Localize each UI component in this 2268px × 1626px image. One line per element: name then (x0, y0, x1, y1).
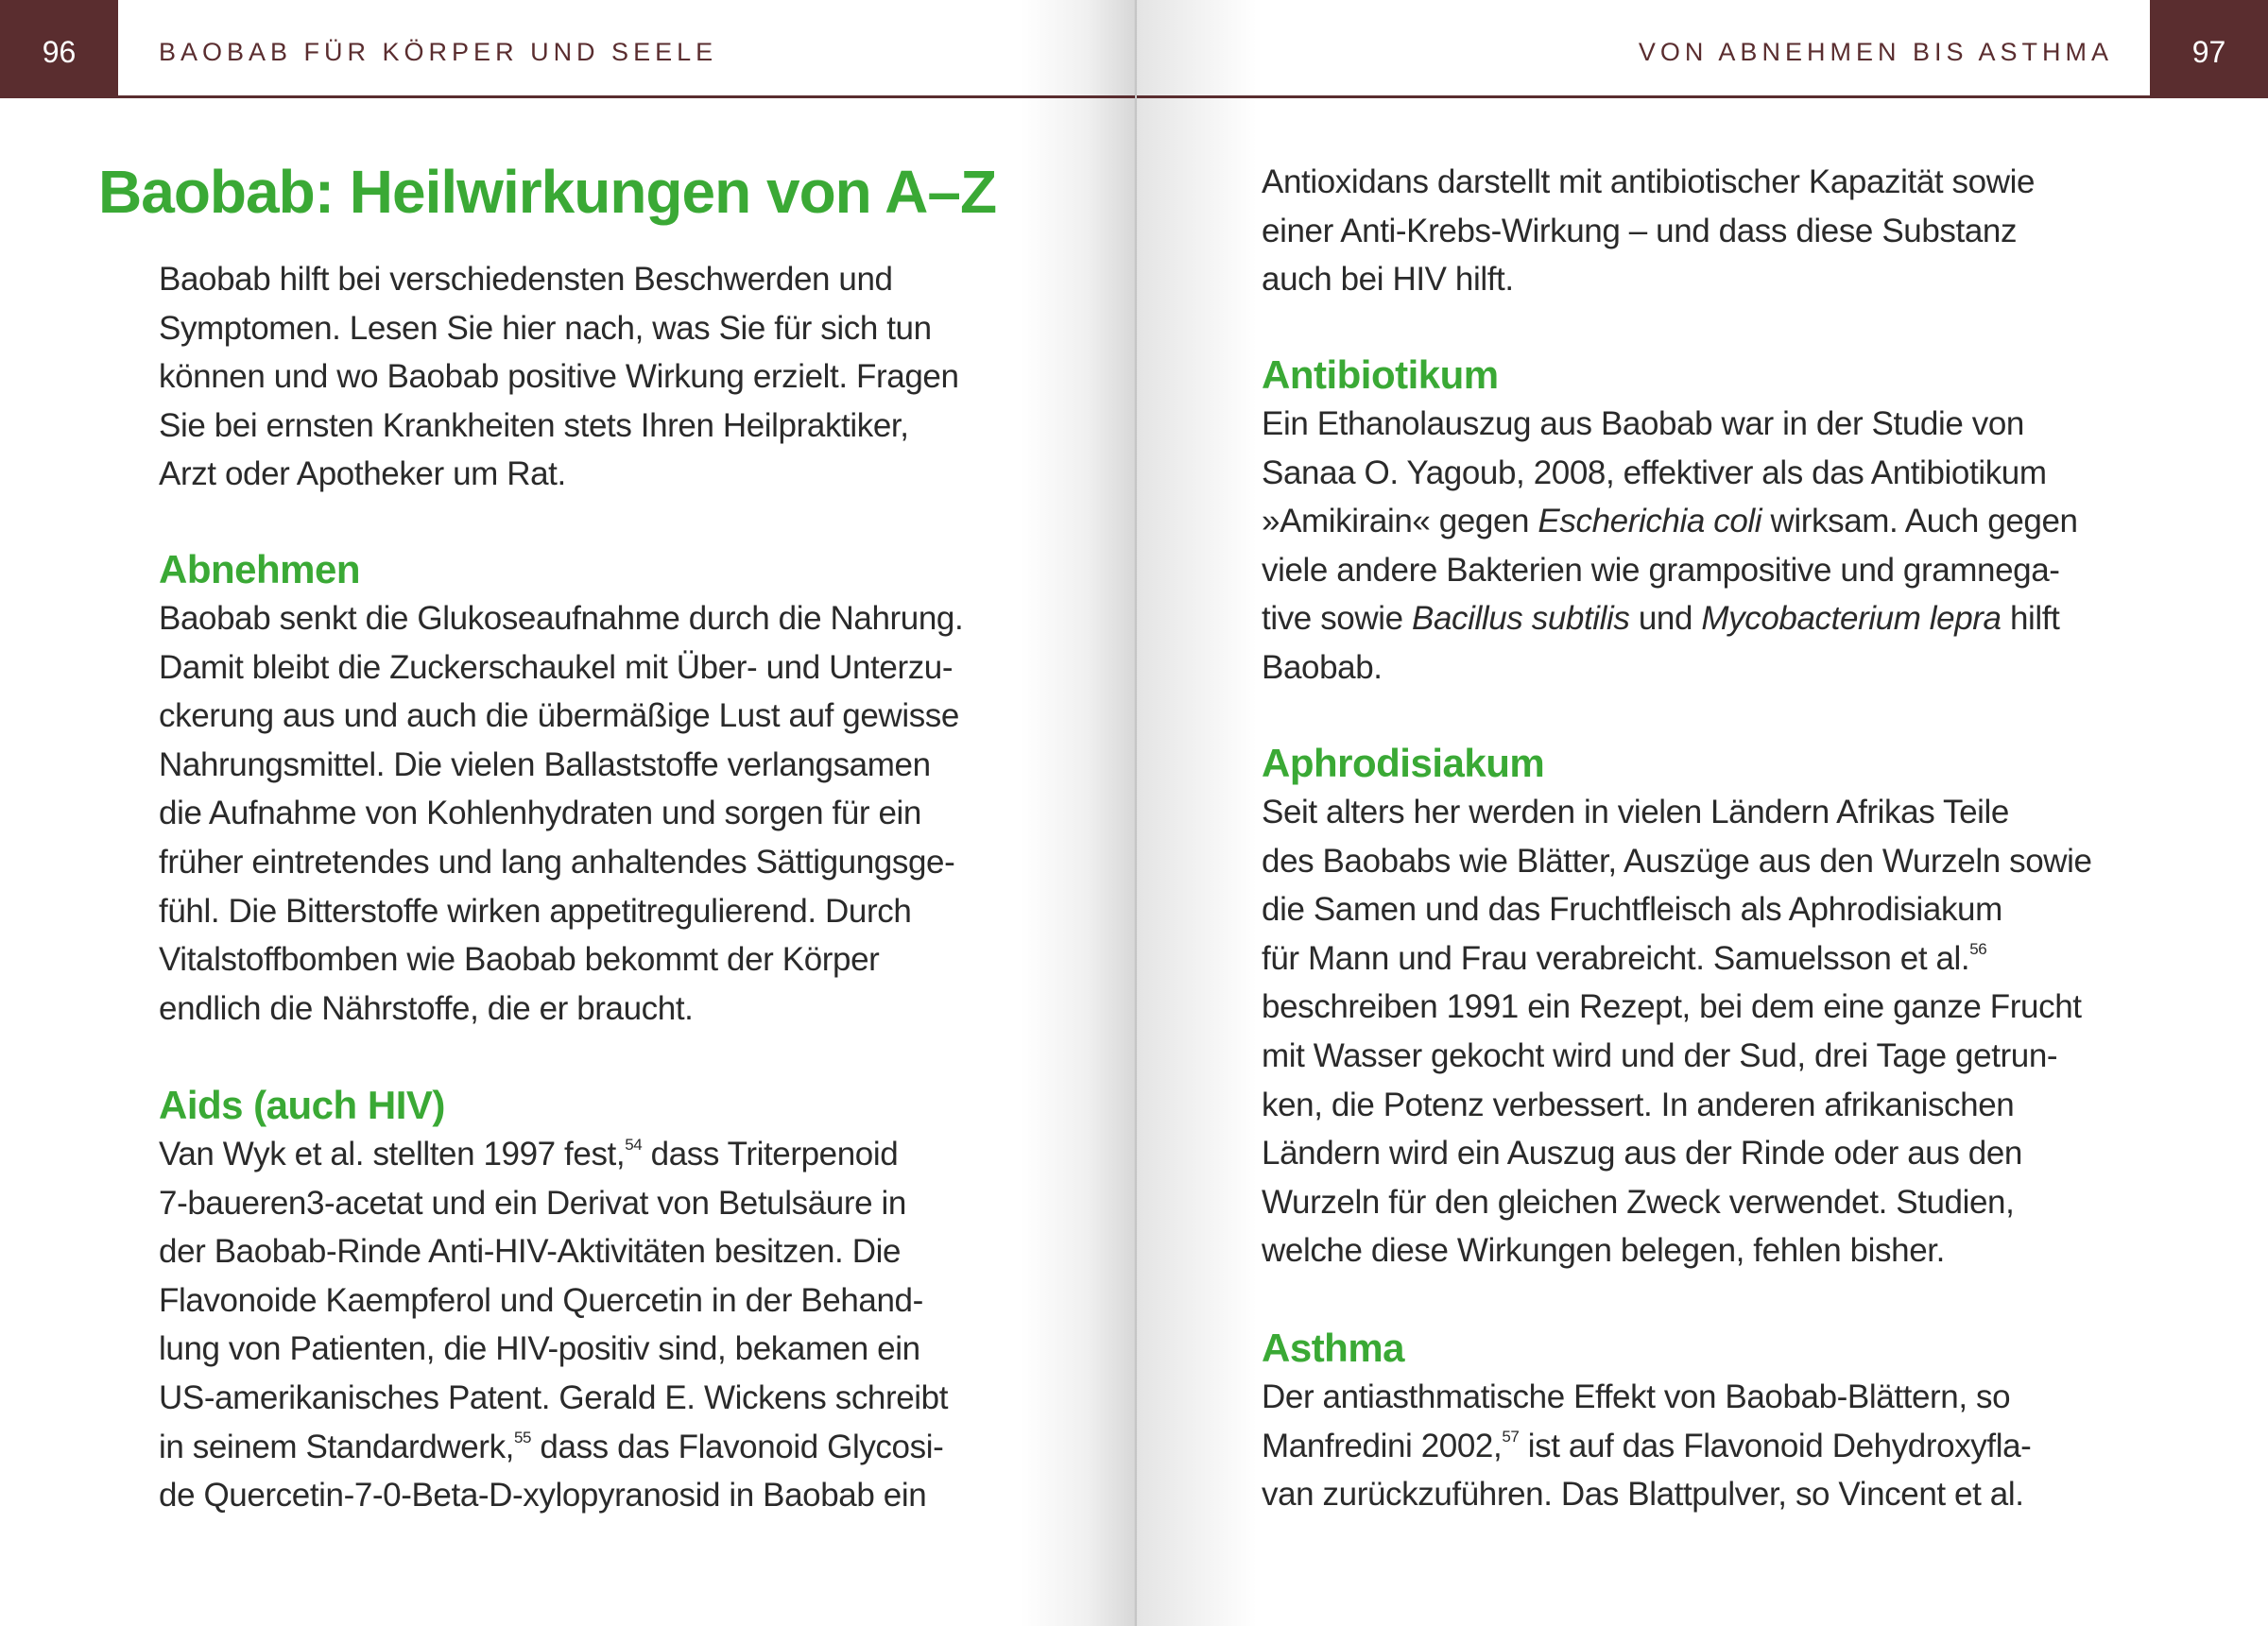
text-run: für Mann und Frau verabreicht. Samuelsson et al. (1262, 939, 1970, 977)
text-line: Sie bei ernsten Krankheiten stets Ihren Heilpraktiker, (159, 406, 909, 444)
text-line: Wurzeln für den gleichen Zweck verwendet. Studien, (1262, 1183, 2015, 1221)
text-run: tive sowie (1262, 600, 1412, 638)
text-line: ken, die Potenz verbessert. In anderen afrikanischen (1262, 1086, 2015, 1123)
text-line: Baobab. (1262, 648, 1383, 686)
page-number-left: 96 (0, 0, 118, 98)
section-heading: Aphrodisiakum (1262, 741, 1545, 785)
running-head-left: BAOBAB FÜR KÖRPER UND SEELE (159, 38, 718, 66)
text-run: ist auf das Flavonoid Dehydroxyfla- (1519, 1427, 2032, 1464)
page-number-right: 97 (2150, 0, 2268, 98)
text-run: und (1629, 600, 1702, 638)
section-abnehmen (159, 545, 963, 1033)
section-aids (159, 1081, 948, 1520)
text-run: Manfredini 2002, (1262, 1427, 1503, 1464)
italic-term: Mycobacterium lepra (1701, 600, 2002, 638)
text-line: welche diese Wirkungen belegen, fehlen bisher. (1262, 1232, 1945, 1270)
text-line: mit Wasser gekocht wird und der Sud, drei Tage getrun- (1262, 1036, 2058, 1074)
text-line (159, 1423, 948, 1472)
footnote-ref: 57 (1502, 1427, 1520, 1446)
header-rule (118, 95, 1134, 98)
text-line: Baobab hilft bei verschiedensten Beschwerden und (159, 261, 893, 298)
text-line: Symptomen. Lesen Sie hier nach, was Sie für sich tun (159, 309, 932, 347)
text-line: 7-baueren3-acetat und ein Derivat von Betulsäure in (159, 1184, 906, 1222)
text-line: die Samen und das Fruchtfleisch als Aphrodisiakum (1262, 891, 2002, 929)
text-line (1262, 594, 2078, 643)
text-line (1262, 1422, 2031, 1471)
running-head-right: VON ABNEHMEN BIS ASTHMA (1638, 38, 2113, 66)
text-line: die Aufnahme von Kohlenhydraten und sorgen für ein (159, 795, 921, 832)
text-line: auch bei HIV hilft. (1262, 261, 1514, 299)
text-line: lung von Patienten, die HIV-positiv sind, bekamen ein (159, 1330, 920, 1368)
text-run: Van Wyk et al. stellten 1997 fest, (159, 1136, 626, 1172)
text-line: können und wo Baobab positive Wirkung erzielt. Fragen (159, 358, 959, 396)
text-line: de Quercetin-7-0-Beta-D-xylopyranosid in Baobab ein (159, 1477, 927, 1515)
footnote-ref: 55 (514, 1428, 532, 1446)
text-line: beschreiben 1991 ein Rezept, bei dem eine ganze Frucht (1262, 988, 2082, 1026)
text-run: hilft (2001, 600, 2060, 638)
text-line: fühl. Die Bitterstoffe wirken appetitregulierend. Durch (159, 892, 912, 930)
text-run: wirksam. Auch gegen (1761, 503, 2078, 540)
text-run: dass das Flavonoid Glycosi- (531, 1428, 944, 1465)
footnote-ref: 54 (625, 1136, 643, 1154)
text-line (159, 1130, 948, 1179)
text-line: Arzt oder Apotheker um Rat. (159, 455, 566, 493)
text-line: endlich die Nährstoffe, die er braucht. (159, 989, 694, 1027)
text-line: US-amerikanisches Patent. Gerald E. Wickens schreibt (159, 1378, 949, 1416)
text-line: Antioxidans darstellt mit antibiotischer Kapazität sowie (1262, 163, 2036, 200)
section-heading: Abnehmen (159, 547, 361, 591)
text-line: Ländern wird ein Auszug aus der Rinde oder aus den (1262, 1135, 2022, 1172)
section-antibiotikum (1262, 351, 2078, 693)
continuation-paragraph (1262, 158, 2035, 304)
text-run: »Amikirain« gegen (1262, 503, 1538, 540)
section-heading: Antibiotikum (1262, 352, 1499, 397)
text-run: dass Triterpenoid (642, 1136, 899, 1172)
italic-term: Escherichia coli (1538, 503, 1762, 540)
text-line: Vitalstoffbomben wie Baobab bekommt der Körper (159, 941, 880, 979)
text-line: Ein Ethanolauszug aus Baobab war in der Studie von (1262, 405, 2024, 442)
section-aphrodisiakum (1262, 739, 2092, 1275)
text-line: ckerung aus und auch die übermäßige Lust auf gewisse (159, 697, 959, 735)
text-line: Baobab senkt die Glukoseaufnahme durch die Nahrung. (159, 600, 964, 637)
text-line: Sanaa O. Yagoub, 2008, effektiver als das Antibiotikum (1262, 454, 2047, 491)
page-title: Baobab: Heilwirkungen von A–Z (98, 158, 997, 226)
text-line: früher eintretendes und lang anhaltendes Sättigungsge- (159, 843, 955, 881)
section-asthma (1262, 1324, 2031, 1519)
text-line: viele andere Bakterien wie grampositive und gramnega- (1262, 551, 2060, 589)
text-line (1262, 934, 2092, 984)
text-line: Damit bleibt die Zuckerschaukel mit Über- und Unterzu- (159, 648, 954, 686)
text-line: der Baobab-Rinde Anti-HIV-Aktivitäten besitzen. Die (159, 1233, 902, 1271)
text-line: Flavonoide Kaempferol und Quercetin in der Behand- (159, 1281, 923, 1319)
header-rule (1134, 95, 2150, 98)
text-line: Seit alters her werden in vielen Ländern Afrikas Teile (1262, 794, 2009, 830)
text-run: in seinem Standardwerk, (159, 1428, 514, 1465)
footnote-ref: 56 (1969, 939, 1987, 958)
text-line: van zurückzuführen. Das Blattpulver, so Vincent et al. (1262, 1476, 2024, 1514)
section-heading: Aids (auch HIV) (159, 1083, 445, 1127)
text-line: einer Anti-Krebs-Wirkung – und dass diese Substanz (1262, 212, 2018, 249)
section-heading: Asthma (1262, 1326, 1405, 1370)
book-gutter (1135, 0, 1137, 1626)
text-line: Der antiasthmatische Effekt von Baobab-Blättern, so (1262, 1378, 2011, 1415)
intro-paragraph (159, 255, 959, 499)
right-page (1134, 0, 2268, 1626)
italic-term: Bacillus subtilis (1412, 600, 1630, 638)
text-line: des Baobabs wie Blätter, Auszüge aus den Wurzeln sowie (1262, 842, 2092, 880)
text-line: Nahrungsmittel. Die vielen Ballaststoffe verlangsamen (159, 745, 931, 783)
text-line (1262, 497, 2078, 546)
